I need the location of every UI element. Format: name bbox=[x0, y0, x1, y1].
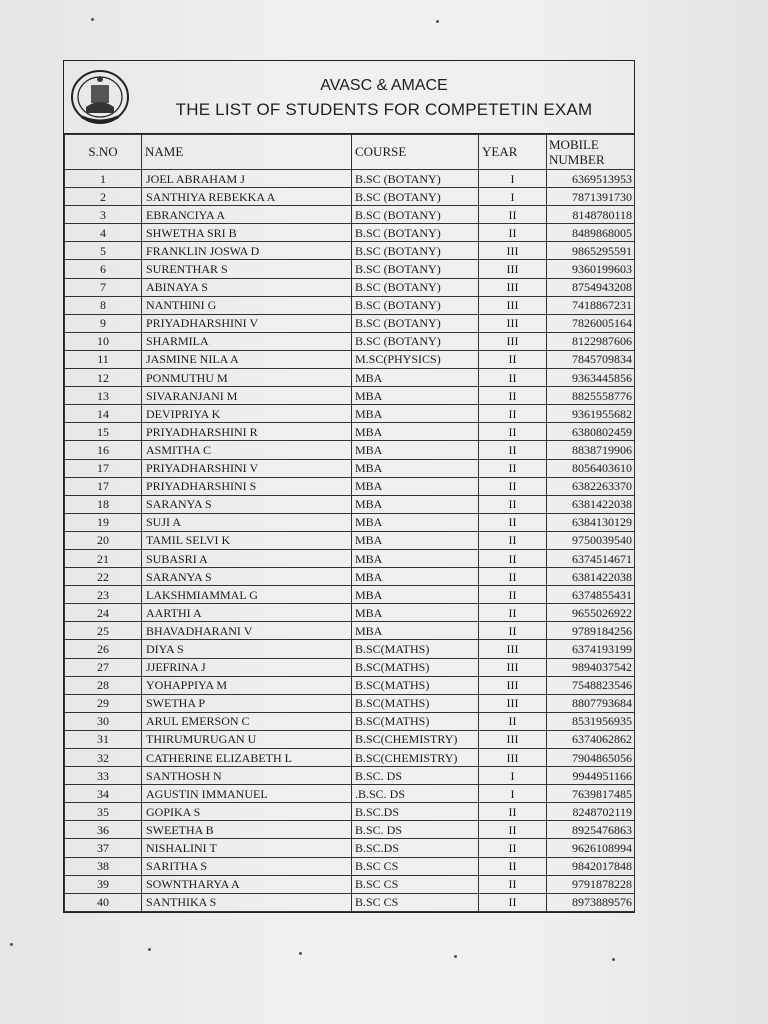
year-cell: II bbox=[479, 224, 547, 242]
year-cell: III bbox=[479, 314, 547, 332]
student-name-cell: NISHALINI T bbox=[142, 839, 352, 857]
mobile-number-cell: 6374193199 bbox=[547, 640, 635, 658]
column-header-sno: S.NO bbox=[65, 135, 142, 170]
course-cell: B.SC. DS bbox=[352, 821, 479, 839]
student-name-cell: SUBASRI A bbox=[142, 549, 352, 567]
table-row bbox=[65, 586, 635, 604]
course-cell: MBA bbox=[352, 405, 479, 423]
serial-number-cell: 40 bbox=[65, 893, 142, 911]
mobile-number-cell: 9842017848 bbox=[547, 857, 635, 875]
course-cell: B.SC.DS bbox=[352, 839, 479, 857]
student-name-cell: SARITHA S bbox=[142, 857, 352, 875]
table-row bbox=[65, 604, 635, 622]
year-cell: II bbox=[479, 405, 547, 423]
serial-number-cell: 33 bbox=[65, 767, 142, 785]
year-cell: III bbox=[479, 260, 547, 278]
year-cell: III bbox=[479, 658, 547, 676]
year-cell: III bbox=[479, 749, 547, 767]
course-cell: B.SC(MATHS) bbox=[352, 676, 479, 694]
document-header bbox=[64, 61, 634, 134]
serial-number-cell: 27 bbox=[65, 658, 142, 676]
student-name-cell: SANTHOSH N bbox=[142, 767, 352, 785]
mobile-number-cell: 8754943208 bbox=[547, 278, 635, 296]
serial-number-cell: 4 bbox=[65, 224, 142, 242]
table-row bbox=[65, 369, 635, 387]
serial-number-cell: 16 bbox=[65, 441, 142, 459]
mobile-number-cell: 9361955682 bbox=[547, 405, 635, 423]
table-row bbox=[65, 676, 635, 694]
course-cell: B.SC (BOTANY) bbox=[352, 242, 479, 260]
serial-number-cell: 32 bbox=[65, 749, 142, 767]
mobile-number-cell: 7418867231 bbox=[547, 296, 635, 314]
mobile-number-cell: 8925476863 bbox=[547, 821, 635, 839]
course-cell: B.SC(MATHS) bbox=[352, 658, 479, 676]
column-header-name: NAME bbox=[142, 135, 352, 170]
serial-number-cell: 10 bbox=[65, 332, 142, 350]
year-cell: III bbox=[479, 296, 547, 314]
column-header-mobile-line2: NUMBER bbox=[549, 152, 605, 167]
course-cell: MBA bbox=[352, 387, 479, 405]
year-cell: II bbox=[479, 857, 547, 875]
student-name-cell: SANTHIKA S bbox=[142, 893, 352, 911]
column-header-year: YEAR bbox=[479, 135, 547, 170]
table-header-row bbox=[65, 135, 635, 170]
course-cell: B.SC (BOTANY) bbox=[352, 224, 479, 242]
year-cell: I bbox=[479, 767, 547, 785]
student-name-cell: DEVIPRIYA K bbox=[142, 405, 352, 423]
course-cell: MBA bbox=[352, 459, 479, 477]
course-cell: B.SC (BOTANY) bbox=[352, 296, 479, 314]
table-row bbox=[65, 513, 635, 531]
table-row bbox=[65, 821, 635, 839]
year-cell: II bbox=[479, 568, 547, 586]
mobile-number-cell: 6374855431 bbox=[547, 586, 635, 604]
course-cell: MBA bbox=[352, 549, 479, 567]
year-cell: III bbox=[479, 332, 547, 350]
course-cell: B.SC (BOTANY) bbox=[352, 206, 479, 224]
year-cell: I bbox=[479, 785, 547, 803]
student-name-cell: SOWNTHARYA A bbox=[142, 875, 352, 893]
serial-number-cell: 20 bbox=[65, 531, 142, 549]
serial-number-cell: 9 bbox=[65, 314, 142, 332]
course-cell: MBA bbox=[352, 604, 479, 622]
table-row bbox=[65, 260, 635, 278]
course-cell: MBA bbox=[352, 441, 479, 459]
course-cell: M.SC(PHYSICS) bbox=[352, 350, 479, 368]
course-cell: MBA bbox=[352, 568, 479, 586]
table-row bbox=[65, 278, 635, 296]
student-name-cell: AGUSTIN IMMANUEL bbox=[142, 785, 352, 803]
table-row bbox=[65, 694, 635, 712]
course-cell: MBA bbox=[352, 369, 479, 387]
table-row bbox=[65, 857, 635, 875]
table-row bbox=[65, 170, 635, 188]
year-cell: II bbox=[479, 350, 547, 368]
scan-speck bbox=[91, 18, 94, 21]
mobile-number-cell: 7871391730 bbox=[547, 188, 635, 206]
table-row bbox=[65, 875, 635, 893]
mobile-number-cell: 9789184256 bbox=[547, 622, 635, 640]
year-cell: II bbox=[479, 477, 547, 495]
mobile-number-cell: 8122987606 bbox=[547, 332, 635, 350]
serial-number-cell: 34 bbox=[65, 785, 142, 803]
year-cell: I bbox=[479, 188, 547, 206]
student-name-cell: JJEFRINA J bbox=[142, 658, 352, 676]
mobile-number-cell: 8248702119 bbox=[547, 803, 635, 821]
serial-number-cell: 7 bbox=[65, 278, 142, 296]
mobile-number-cell: 9626108994 bbox=[547, 839, 635, 857]
table-row bbox=[65, 314, 635, 332]
serial-number-cell: 21 bbox=[65, 549, 142, 567]
student-name-cell: ASMITHA C bbox=[142, 441, 352, 459]
course-cell: B.SC (BOTANY) bbox=[352, 260, 479, 278]
mobile-number-cell: 7548823546 bbox=[547, 676, 635, 694]
year-cell: II bbox=[479, 513, 547, 531]
student-name-cell: JASMINE NILA A bbox=[142, 350, 352, 368]
course-cell: .B.SC. DS bbox=[352, 785, 479, 803]
mobile-number-cell: 6374062862 bbox=[547, 730, 635, 748]
year-cell: II bbox=[479, 875, 547, 893]
table-row bbox=[65, 405, 635, 423]
mobile-number-cell: 9944951166 bbox=[547, 767, 635, 785]
serial-number-cell: 30 bbox=[65, 712, 142, 730]
mobile-number-cell: 9363445856 bbox=[547, 369, 635, 387]
mobile-number-cell: 6380802459 bbox=[547, 423, 635, 441]
year-cell: II bbox=[479, 531, 547, 549]
table-row bbox=[65, 441, 635, 459]
student-name-cell: JOEL ABRAHAM J bbox=[142, 170, 352, 188]
course-cell: MBA bbox=[352, 531, 479, 549]
course-cell: MBA bbox=[352, 477, 479, 495]
course-cell: B.SC (BOTANY) bbox=[352, 278, 479, 296]
serial-number-cell: 13 bbox=[65, 387, 142, 405]
year-cell: II bbox=[479, 495, 547, 513]
student-name-cell: SWETHA P bbox=[142, 694, 352, 712]
table-row bbox=[65, 224, 635, 242]
year-cell: II bbox=[479, 622, 547, 640]
year-cell: III bbox=[479, 278, 547, 296]
student-list-frame bbox=[63, 60, 635, 913]
table-row bbox=[65, 477, 635, 495]
table-row bbox=[65, 622, 635, 640]
year-cell: II bbox=[479, 893, 547, 911]
student-name-cell: PONMUTHU M bbox=[142, 369, 352, 387]
mobile-number-cell: 8807793684 bbox=[547, 694, 635, 712]
year-cell: II bbox=[479, 821, 547, 839]
scan-speck bbox=[299, 952, 302, 955]
course-cell: B.SC(MATHS) bbox=[352, 640, 479, 658]
table-row bbox=[65, 568, 635, 586]
student-name-cell: NANTHINI G bbox=[142, 296, 352, 314]
year-cell: III bbox=[479, 694, 547, 712]
scan-speck bbox=[148, 948, 151, 951]
mobile-number-cell: 6374514671 bbox=[547, 549, 635, 567]
table-row bbox=[65, 531, 635, 549]
mobile-number-cell: 8973889576 bbox=[547, 893, 635, 911]
course-cell: B.SC CS bbox=[352, 875, 479, 893]
year-cell: II bbox=[479, 369, 547, 387]
student-name-cell: ABINAYA S bbox=[142, 278, 352, 296]
course-cell: B.SC(CHEMISTRY) bbox=[352, 749, 479, 767]
course-cell: B.SC. DS bbox=[352, 767, 479, 785]
student-name-cell: SANTHIYA REBEKKA A bbox=[142, 188, 352, 206]
document-title-list: THE LIST OF STUDENTS FOR COMPETETIN EXAM bbox=[175, 100, 593, 119]
student-name-cell: SUJI A bbox=[142, 513, 352, 531]
serial-number-cell: 2 bbox=[65, 188, 142, 206]
mobile-number-cell: 9894037542 bbox=[547, 658, 635, 676]
table-row bbox=[65, 839, 635, 857]
student-name-cell: GOPIKA S bbox=[142, 803, 352, 821]
student-name-cell: DIYA S bbox=[142, 640, 352, 658]
column-header-course: COURSE bbox=[352, 135, 479, 170]
table-row bbox=[65, 206, 635, 224]
course-cell: MBA bbox=[352, 495, 479, 513]
table-row bbox=[65, 730, 635, 748]
serial-number-cell: 26 bbox=[65, 640, 142, 658]
serial-number-cell: 5 bbox=[65, 242, 142, 260]
mobile-number-cell: 6369513953 bbox=[547, 170, 635, 188]
year-cell: II bbox=[479, 441, 547, 459]
serial-number-cell: 6 bbox=[65, 260, 142, 278]
student-name-cell: SURENTHAR S bbox=[142, 260, 352, 278]
year-cell: II bbox=[479, 803, 547, 821]
serial-number-cell: 29 bbox=[65, 694, 142, 712]
table-row bbox=[65, 640, 635, 658]
column-header-mobile bbox=[547, 135, 635, 170]
mobile-number-cell: 8489868005 bbox=[547, 224, 635, 242]
table-row bbox=[65, 893, 635, 911]
student-name-cell: SHWETHA SRI B bbox=[142, 224, 352, 242]
student-name-cell: BHAVADHARANI V bbox=[142, 622, 352, 640]
table-row bbox=[65, 785, 635, 803]
scan-speck bbox=[612, 958, 615, 961]
student-name-cell: SHARMILA bbox=[142, 332, 352, 350]
student-name-cell: PRIYADHARSHINI V bbox=[142, 314, 352, 332]
student-name-cell: SARANYA S bbox=[142, 568, 352, 586]
student-name-cell: ARUL EMERSON C bbox=[142, 712, 352, 730]
course-cell: B.SC (BOTANY) bbox=[352, 332, 479, 350]
year-cell: II bbox=[479, 712, 547, 730]
year-cell: I bbox=[479, 170, 547, 188]
table-body bbox=[65, 170, 635, 912]
course-cell: B.SC(MATHS) bbox=[352, 712, 479, 730]
course-cell: MBA bbox=[352, 622, 479, 640]
course-cell: MBA bbox=[352, 586, 479, 604]
serial-number-cell: 18 bbox=[65, 495, 142, 513]
table-row bbox=[65, 712, 635, 730]
serial-number-cell: 38 bbox=[65, 857, 142, 875]
mobile-number-cell: 6381422038 bbox=[547, 568, 635, 586]
course-cell: B.SC (BOTANY) bbox=[352, 314, 479, 332]
serial-number-cell: 35 bbox=[65, 803, 142, 821]
serial-number-cell: 37 bbox=[65, 839, 142, 857]
scan-speck bbox=[436, 20, 439, 23]
year-cell: II bbox=[479, 549, 547, 567]
student-name-cell: TAMIL SELVI K bbox=[142, 531, 352, 549]
student-name-cell: CATHERINE ELIZABETH L bbox=[142, 749, 352, 767]
mobile-number-cell: 8148780118 bbox=[547, 206, 635, 224]
mobile-number-cell: 7845709834 bbox=[547, 350, 635, 368]
serial-number-cell: 22 bbox=[65, 568, 142, 586]
student-name-cell: YOHAPPIYA M bbox=[142, 676, 352, 694]
document-title-institution: AVASC & AMACE bbox=[320, 77, 448, 94]
table-row bbox=[65, 459, 635, 477]
student-name-cell: PRIYADHARSHINI S bbox=[142, 477, 352, 495]
student-name-cell: PRIYADHARSHINI V bbox=[142, 459, 352, 477]
course-cell: MBA bbox=[352, 513, 479, 531]
course-cell: B.SC CS bbox=[352, 857, 479, 875]
serial-number-cell: 39 bbox=[65, 875, 142, 893]
table-row bbox=[65, 296, 635, 314]
students-table bbox=[64, 134, 635, 912]
table-row bbox=[65, 188, 635, 206]
year-cell: II bbox=[479, 423, 547, 441]
table-row bbox=[65, 549, 635, 567]
course-cell: B.SC CS bbox=[352, 893, 479, 911]
year-cell: II bbox=[479, 387, 547, 405]
table-row bbox=[65, 767, 635, 785]
mobile-number-cell: 6381422038 bbox=[547, 495, 635, 513]
serial-number-cell: 8 bbox=[65, 296, 142, 314]
serial-number-cell: 12 bbox=[65, 369, 142, 387]
year-cell: III bbox=[479, 676, 547, 694]
year-cell: III bbox=[479, 242, 547, 260]
mobile-number-cell: 6382263370 bbox=[547, 477, 635, 495]
serial-number-cell: 24 bbox=[65, 604, 142, 622]
year-cell: II bbox=[479, 604, 547, 622]
course-cell: MBA bbox=[352, 423, 479, 441]
scan-speck bbox=[10, 943, 13, 946]
serial-number-cell: 28 bbox=[65, 676, 142, 694]
mobile-number-cell: 8825558776 bbox=[547, 387, 635, 405]
table-row bbox=[65, 803, 635, 821]
table-row bbox=[65, 242, 635, 260]
mobile-number-cell: 7639817485 bbox=[547, 785, 635, 803]
table-row bbox=[65, 749, 635, 767]
year-cell: II bbox=[479, 459, 547, 477]
serial-number-cell: 25 bbox=[65, 622, 142, 640]
mobile-number-cell: 9865295591 bbox=[547, 242, 635, 260]
table-row bbox=[65, 332, 635, 350]
table-row bbox=[65, 495, 635, 513]
table-row bbox=[65, 423, 635, 441]
mobile-number-cell: 7826005164 bbox=[547, 314, 635, 332]
student-name-cell: AARTHI A bbox=[142, 604, 352, 622]
serial-number-cell: 17 bbox=[65, 477, 142, 495]
mobile-number-cell: 9791878228 bbox=[547, 875, 635, 893]
serial-number-cell: 23 bbox=[65, 586, 142, 604]
serial-number-cell: 1 bbox=[65, 170, 142, 188]
course-cell: B.SC(MATHS) bbox=[352, 694, 479, 712]
year-cell: II bbox=[479, 839, 547, 857]
student-name-cell: FRANKLIN JOSWA D bbox=[142, 242, 352, 260]
serial-number-cell: 19 bbox=[65, 513, 142, 531]
college-emblem-logo bbox=[70, 67, 130, 127]
serial-number-cell: 31 bbox=[65, 730, 142, 748]
course-cell: B.SC(CHEMISTRY) bbox=[352, 730, 479, 748]
mobile-number-cell: 9750039540 bbox=[547, 531, 635, 549]
mobile-number-cell: 8056403610 bbox=[547, 459, 635, 477]
course-cell: B.SC.DS bbox=[352, 803, 479, 821]
serial-number-cell: 36 bbox=[65, 821, 142, 839]
course-cell: B.SC (BOTANY) bbox=[352, 170, 479, 188]
serial-number-cell: 11 bbox=[65, 350, 142, 368]
serial-number-cell: 15 bbox=[65, 423, 142, 441]
mobile-number-cell: 8838719906 bbox=[547, 441, 635, 459]
mobile-number-cell: 6384130129 bbox=[547, 513, 635, 531]
year-cell: III bbox=[479, 640, 547, 658]
year-cell: II bbox=[479, 206, 547, 224]
student-name-cell: THIRUMURUGAN U bbox=[142, 730, 352, 748]
student-name-cell: SWEETHA B bbox=[142, 821, 352, 839]
serial-number-cell: 3 bbox=[65, 206, 142, 224]
mobile-number-cell: 9360199603 bbox=[547, 260, 635, 278]
student-name-cell: LAKSHMIAMMAL G bbox=[142, 586, 352, 604]
scan-speck bbox=[454, 955, 457, 958]
serial-number-cell: 17 bbox=[65, 459, 142, 477]
column-header-mobile-line1: MOBILE bbox=[549, 137, 599, 152]
serial-number-cell: 14 bbox=[65, 405, 142, 423]
table-row bbox=[65, 350, 635, 368]
student-name-cell: SIVARANJANI M bbox=[142, 387, 352, 405]
mobile-number-cell: 8531956935 bbox=[547, 712, 635, 730]
year-cell: II bbox=[479, 586, 547, 604]
table-row bbox=[65, 387, 635, 405]
year-cell: III bbox=[479, 730, 547, 748]
student-name-cell: PRIYADHARSHINI R bbox=[142, 423, 352, 441]
student-name-cell: SARANYA S bbox=[142, 495, 352, 513]
mobile-number-cell: 9655026922 bbox=[547, 604, 635, 622]
student-name-cell: EBRANCIYA A bbox=[142, 206, 352, 224]
course-cell: B.SC (BOTANY) bbox=[352, 188, 479, 206]
mobile-number-cell: 7904865056 bbox=[547, 749, 635, 767]
table-row bbox=[65, 658, 635, 676]
